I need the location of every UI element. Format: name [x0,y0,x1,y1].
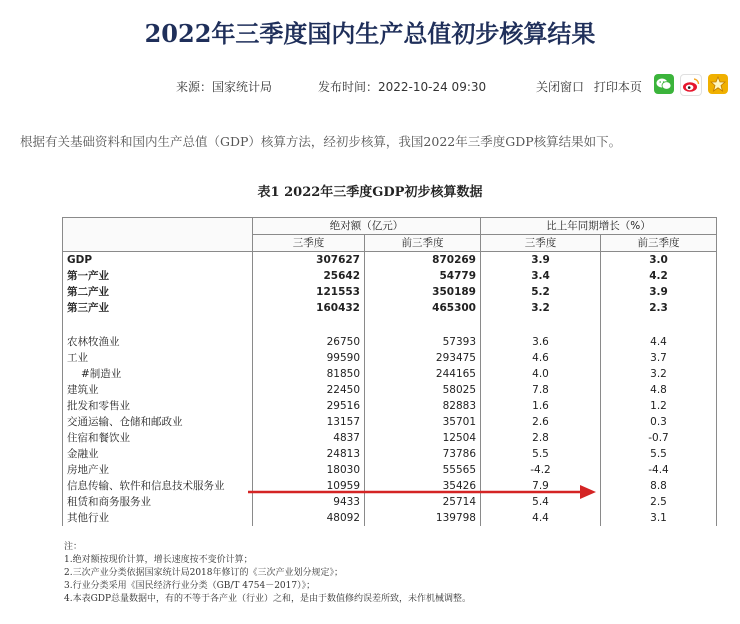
q3-growth: 7.9 [481,478,601,494]
q3-growth: 4.0 [481,366,601,382]
ytd-growth: 8.8 [601,478,717,494]
q3-growth: 3.4 [481,268,601,284]
table-row [63,366,717,382]
table-notes [64,541,471,606]
subheader-ytd: 前三季度 [365,235,481,252]
table-row [63,398,717,414]
favorite-icon[interactable] [708,74,728,94]
note-line: 3.行业分类采用《国民经济行业分类（GB/T 4754－2017）》； [64,581,316,591]
q3-value: 121553 [253,284,365,300]
table-row [63,510,717,526]
table-row [63,414,717,430]
table-row [63,382,717,398]
row-label: 金融业 [63,446,253,462]
table-row [63,462,717,478]
ytd-value: 54779 [365,268,481,284]
page-title: 2022年三季度国内生产总值初步核算结果 [144,19,596,48]
ytd-growth: 4.2 [601,268,717,284]
q3-value: 10959 [253,478,365,494]
subheader-ytd-growth: 前三季度 [601,235,717,252]
q3-growth: 1.6 [481,398,601,414]
ytd-value: 293475 [365,350,481,366]
note-line: 1.绝对额按现价计算，增长速度按不变价计算； [64,555,253,565]
q3-growth: -4.2 [481,462,601,478]
ytd-value: 870269 [365,252,481,269]
ytd-growth: 0.3 [601,414,717,430]
q3-growth: 3.2 [481,300,601,316]
q3-value: 81850 [253,366,365,382]
table-row [63,430,717,446]
page-actions [536,78,648,95]
table-row [63,350,717,366]
close-window-link[interactable]: 关闭窗口 [536,80,585,94]
q3-value: 13157 [253,414,365,430]
table-row [63,252,717,269]
table-row [63,300,717,316]
row-label: #制造业 [63,366,253,382]
note-line: 4.本表GDP总量数据中，有的不等于各产业（行业）之和，是由于数值修约误差所致，未作机械调整。 [64,594,472,604]
gdp-table [62,217,716,526]
q3-growth: 4.4 [481,510,601,526]
row-label: 第二产业 [63,284,253,300]
ytd-growth: 3.9 [601,284,717,300]
ytd-value: 35426 [365,478,481,494]
ytd-value: 58025 [365,382,481,398]
table-body [63,252,717,527]
subheader-q3: 三季度 [253,235,365,252]
q3-growth: 7.8 [481,382,601,398]
table-row [63,478,717,494]
ytd-value: 244165 [365,366,481,382]
spacer-row [63,316,717,334]
row-label: 其他行业 [63,510,253,526]
row-label: 建筑业 [63,382,253,398]
q3-growth: 5.4 [481,494,601,510]
ytd-value: 55565 [365,462,481,478]
q3-value: 99590 [253,350,365,366]
table-row [63,334,717,350]
ytd-value: 139798 [365,510,481,526]
ytd-value: 57393 [365,334,481,350]
weibo-icon[interactable] [680,74,702,96]
ytd-growth: 2.5 [601,494,717,510]
header-absolute: 绝对额（亿元） [253,218,481,235]
q3-value: 18030 [253,462,365,478]
q3-value: 25642 [253,268,365,284]
ytd-value: 12504 [365,430,481,446]
q3-value: 29516 [253,398,365,414]
q3-value: 48092 [253,510,365,526]
ytd-value: 465300 [365,300,481,316]
q3-value: 4837 [253,430,365,446]
ytd-growth: 4.4 [601,334,717,350]
q3-growth: 5.5 [481,446,601,462]
table-caption: 表1 2022年三季度GDP初步核算数据 [257,185,483,200]
table-row [63,494,717,510]
row-label: 第一产业 [63,268,253,284]
q3-growth: 5.2 [481,284,601,300]
q3-growth: 2.6 [481,414,601,430]
q3-growth: 2.8 [481,430,601,446]
ytd-growth: 3.7 [601,350,717,366]
share-bar [654,74,728,96]
q3-growth: 3.6 [481,334,601,350]
row-label: 农林牧渔业 [63,334,253,350]
row-label: GDP [63,252,253,269]
q3-value: 22450 [253,382,365,398]
note-line: 2.三次产业分类依据国家统计局2018年修订的《三次产业划分规定》； [64,568,343,578]
row-label: 房地产业 [63,462,253,478]
row-label: 住宿和餐饮业 [63,430,253,446]
q3-value: 26750 [253,334,365,350]
row-label: 信息传输、软件和信息技术服务业 [63,478,253,494]
row-label: 工业 [63,350,253,366]
row-label: 批发和零售业 [63,398,253,414]
ytd-value: 350189 [365,284,481,300]
table-row [63,268,717,284]
row-label: 租赁和商务服务业 [63,494,253,510]
ytd-value: 35701 [365,414,481,430]
q3-value: 160432 [253,300,365,316]
q3-growth: 4.6 [481,350,601,366]
q3-value: 307627 [253,252,365,269]
intro-paragraph: 根据有关基础资料和国内生产总值（GDP）核算方法，经初步核算，我国2022年三季度GDP核算结果如下。 [20,134,622,149]
ytd-growth: 5.5 [601,446,717,462]
q3-value: 9433 [253,494,365,510]
header-blank [63,218,253,252]
row-label: 第三产业 [63,300,253,316]
ytd-value: 73786 [365,446,481,462]
q3-growth: 3.9 [481,252,601,269]
wechat-icon[interactable] [654,74,674,94]
publish-time: 发布时间：2022-10-24 09:30 [318,80,487,94]
table-row [63,284,717,300]
ytd-growth: 1.2 [601,398,717,414]
ytd-growth: -0.7 [601,430,717,446]
source-label: 来源：国家统计局 [176,80,273,94]
ytd-value: 25714 [365,494,481,510]
header-growth: 比上年同期增长（%） [481,218,717,235]
subheader-q3-growth: 三季度 [481,235,601,252]
ytd-growth: 2.3 [601,300,717,316]
row-label: 交通运输、仓储和邮政业 [63,414,253,430]
print-page-link[interactable]: 打印本页 [593,80,642,94]
table-row [63,446,717,462]
note-line: 注： [64,542,83,552]
ytd-growth: 3.2 [601,366,717,382]
ytd-growth: -4.4 [601,462,717,478]
ytd-growth: 3.1 [601,510,717,526]
ytd-value: 82883 [365,398,481,414]
q3-value: 24813 [253,446,365,462]
ytd-growth: 3.0 [601,252,717,269]
ytd-growth: 4.8 [601,382,717,398]
